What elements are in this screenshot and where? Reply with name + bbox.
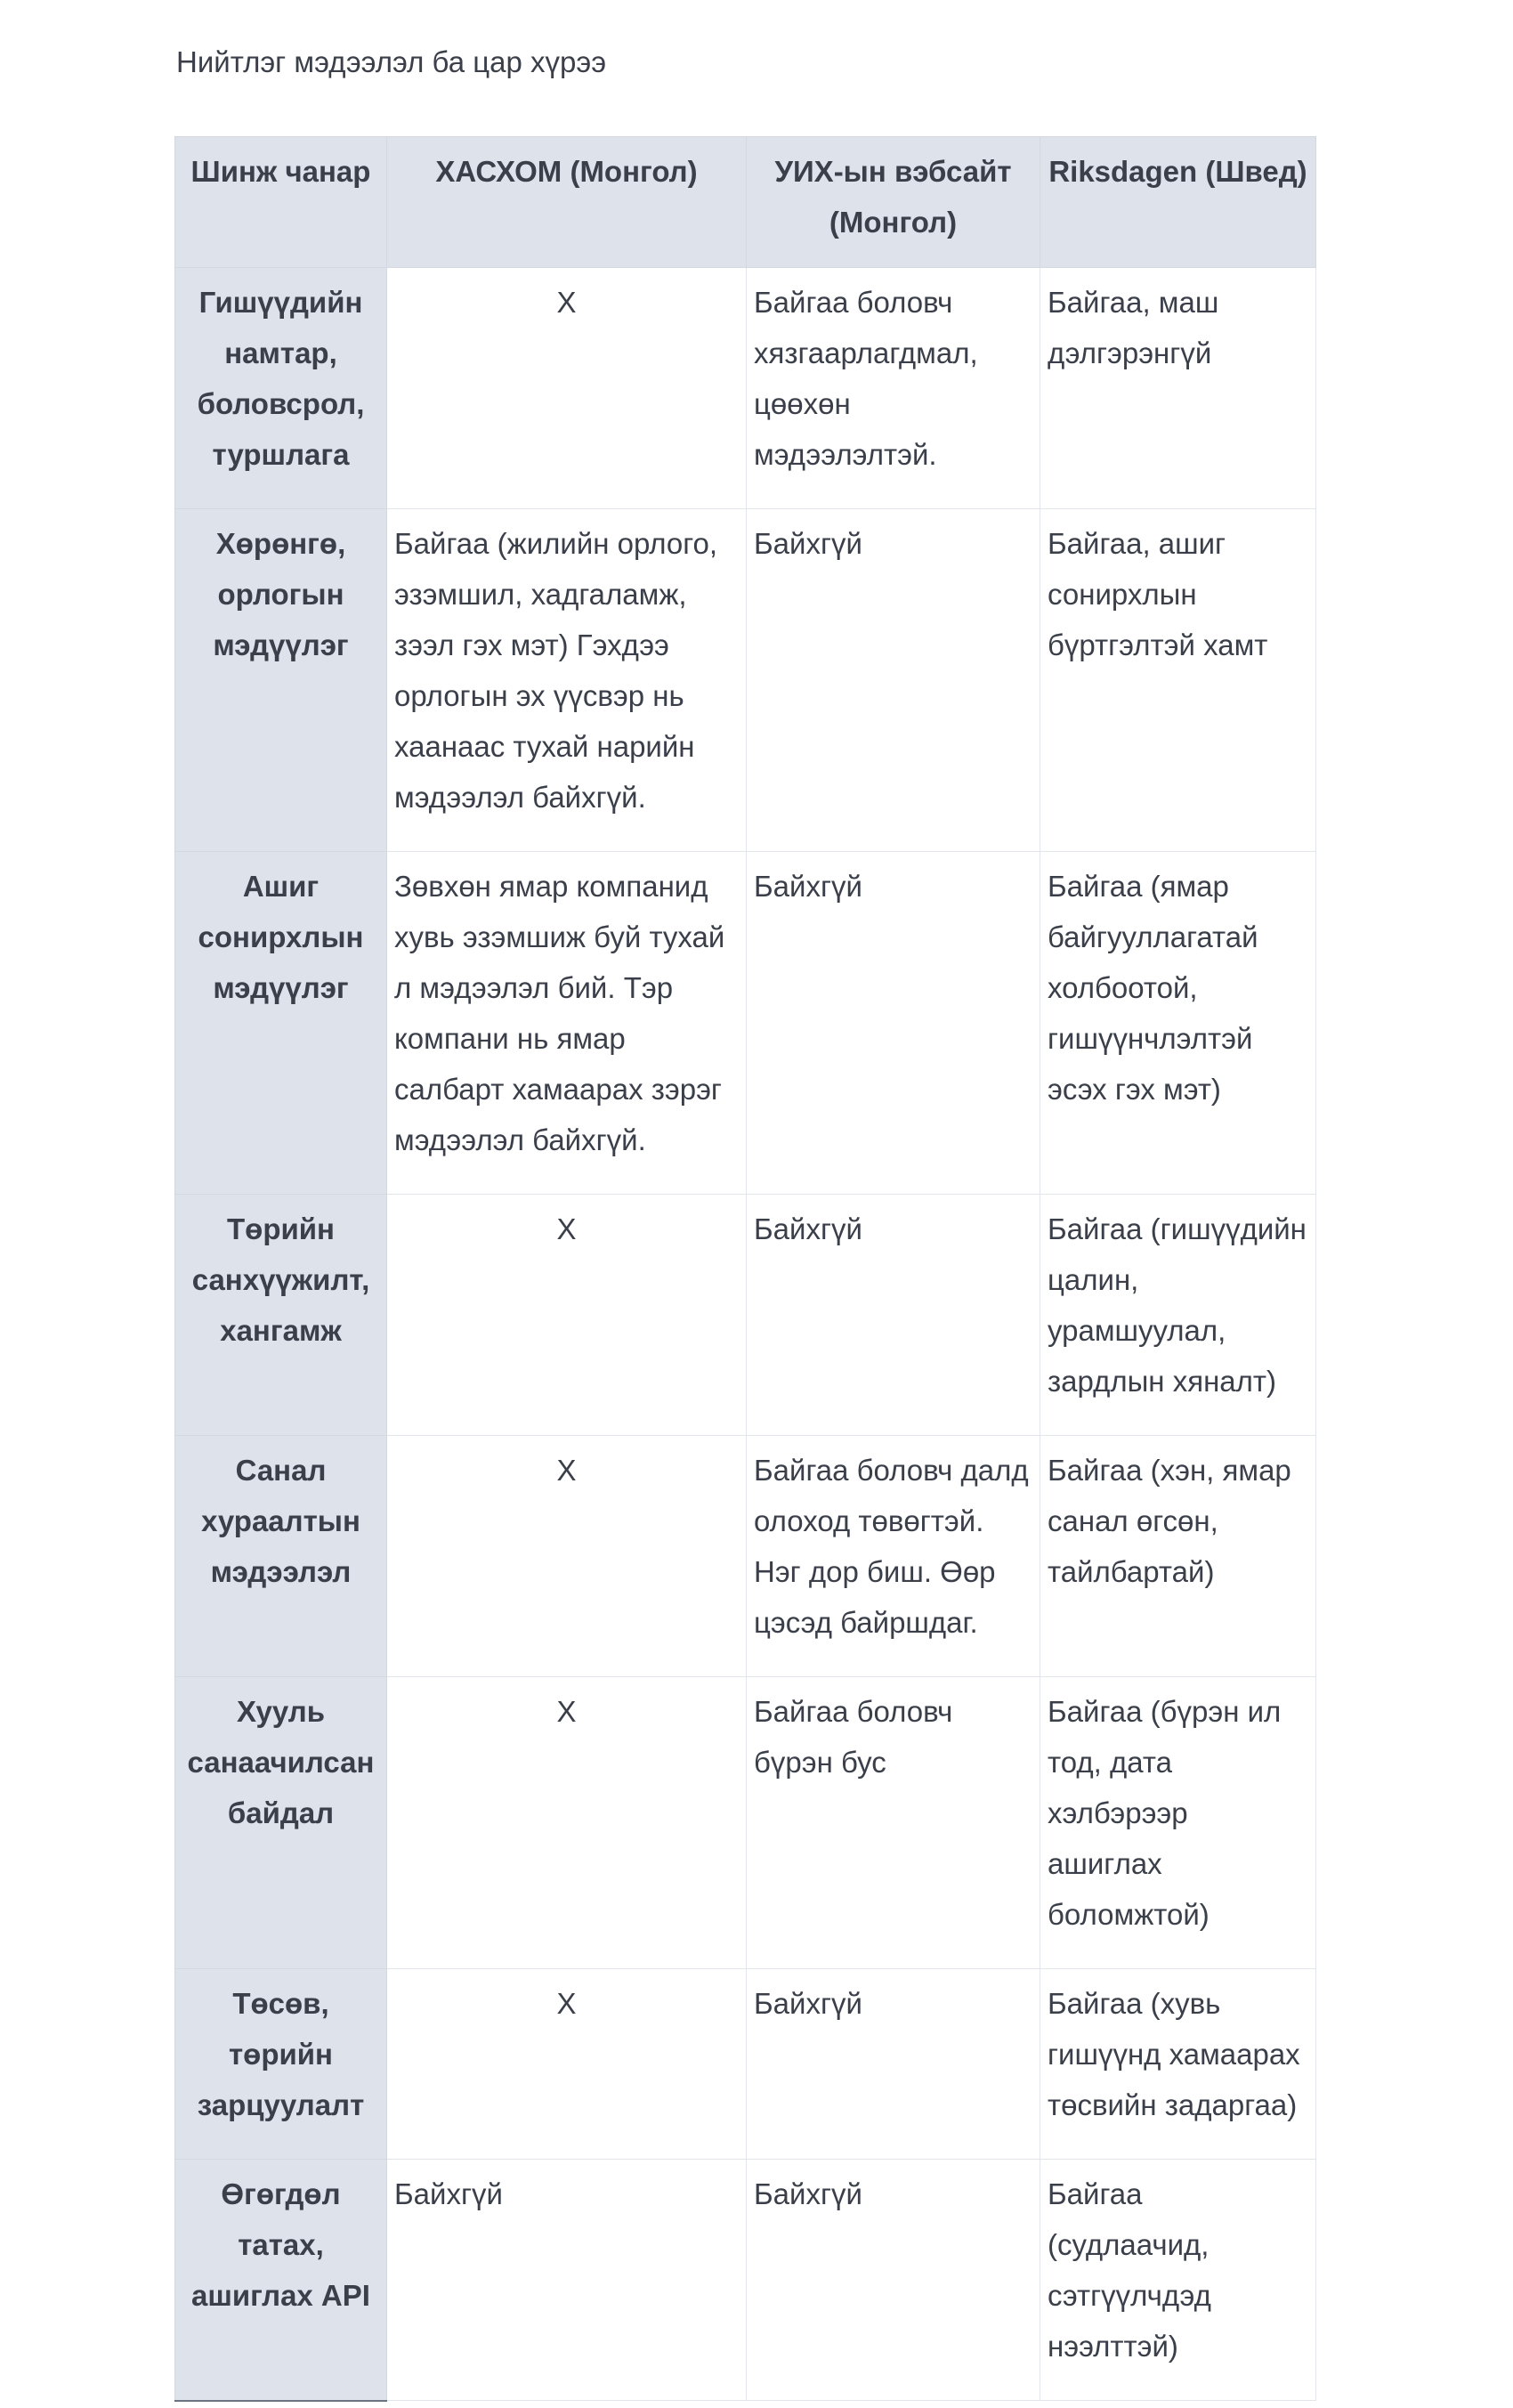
row-feature-cell: Хөрөнгө, орлогын мэдүүлэг — [175, 509, 387, 852]
uikh-cell: Байхгүй — [747, 852, 1040, 1195]
uikh-cell: Байхгүй — [747, 1969, 1040, 2160]
haskhom-cell: Байгаа (жилийн орлого, эзэмшил, хадгаламж, зээл гэх мэт) Гэхдээ орлогын эх үүсвэр нь хаанаас тухай нарийн мэдээлэл байхгүй. — [387, 509, 747, 852]
riksdagen-cell: Байгаа (хэн, ямар санал өгсөн, тайлбартай) — [1040, 1436, 1316, 1677]
header-haskhom: ХАСХОМ (Монгол) — [387, 137, 747, 268]
riksdagen-cell: Байгаа (бүрэн ил тод, дата хэлбэрээр ашиглах боломжтой) — [1040, 1677, 1316, 1969]
row-feature-cell: Хууль санаачилсан байдал — [175, 1677, 387, 1969]
header-uikh-website: УИХ-ын вэбсайт (Монгол) — [747, 137, 1040, 268]
table-row — [175, 1195, 1316, 1436]
uikh-cell: Байгаа боловч далд олоход төвөгтэй. Нэг дор биш. Өөр цэсэд байршдаг. — [747, 1436, 1040, 1677]
uikh-cell: Байгаа боловч хязгаарлагдмал, цөөхөн мэдээлэлтэй. — [747, 268, 1040, 509]
haskhom-cell: Байхгүй — [387, 2160, 747, 2401]
header-feature: Шинж чанар — [175, 137, 387, 268]
row-feature-cell: Төсөв, төрийн зарцуулалт — [175, 1969, 387, 2160]
table-row — [175, 1436, 1316, 1677]
uikh-cell: Байхгүй — [747, 2160, 1040, 2401]
riksdagen-cell: Байгаа (судлаачид, сэтгүүлчдэд нээлттэй) — [1040, 2160, 1316, 2401]
table-row — [175, 852, 1316, 1195]
table-row — [175, 509, 1316, 852]
comparison-table — [174, 136, 1316, 2402]
table-row — [175, 1677, 1316, 1969]
uikh-cell: Байхгүй — [747, 509, 1040, 852]
row-feature-cell: Ашиг сонирхлын мэдүүлэг — [175, 852, 387, 1195]
row-feature-cell: Өгөгдөл татах, ашиглах API — [175, 2160, 387, 2401]
haskhom-cell: X — [387, 268, 747, 509]
table-row — [175, 2160, 1316, 2401]
row-feature-cell: Төрийн санхүүжилт, хангамж — [175, 1195, 387, 1436]
haskhom-cell: X — [387, 1436, 747, 1677]
haskhom-cell: Зөвхөн ямар компанид хувь эзэмшиж буй тухай л мэдээлэл бий. Тэр компани нь ямар салбарт хамаарах зэрэг мэдээлэл байхгүй. — [387, 852, 747, 1195]
haskhom-cell: X — [387, 1195, 747, 1436]
riksdagen-cell: Байгаа, ашиг сонирхлын бүртгэлтэй хамт — [1040, 509, 1316, 852]
table-row — [175, 1969, 1316, 2160]
riksdagen-cell: Байгаа (хувь гишүүнд хамаарах төсвийн задаргаа) — [1040, 1969, 1316, 2160]
row-feature-cell: Санал хураалтын мэдээлэл — [175, 1436, 387, 1677]
haskhom-cell: X — [387, 1969, 747, 2160]
uikh-cell: Байхгүй — [747, 1195, 1040, 1436]
table-header-row — [175, 137, 1316, 268]
table-row — [175, 268, 1316, 509]
page-title: Нийтлэг мэдээлэл ба цар хүрээ — [176, 45, 607, 78]
haskhom-cell: X — [387, 1677, 747, 1969]
row-feature-cell: Гишүүдийн намтар, боловсрол, туршлага — [175, 268, 387, 509]
header-riksdagen: Riksdagen (Швед) — [1040, 137, 1316, 268]
riksdagen-cell: Байгаа (гишүүдийн цалин, урамшуулал, зардлын хяналт) — [1040, 1195, 1316, 1436]
riksdagen-cell: Байгаа, маш дэлгэрэнгүй — [1040, 268, 1316, 509]
uikh-cell: Байгаа боловч бүрэн бус — [747, 1677, 1040, 1969]
riksdagen-cell: Байгаа (ямар байгууллагатай холбоотой, гишүүнчлэлтэй эсэх гэх мэт) — [1040, 852, 1316, 1195]
